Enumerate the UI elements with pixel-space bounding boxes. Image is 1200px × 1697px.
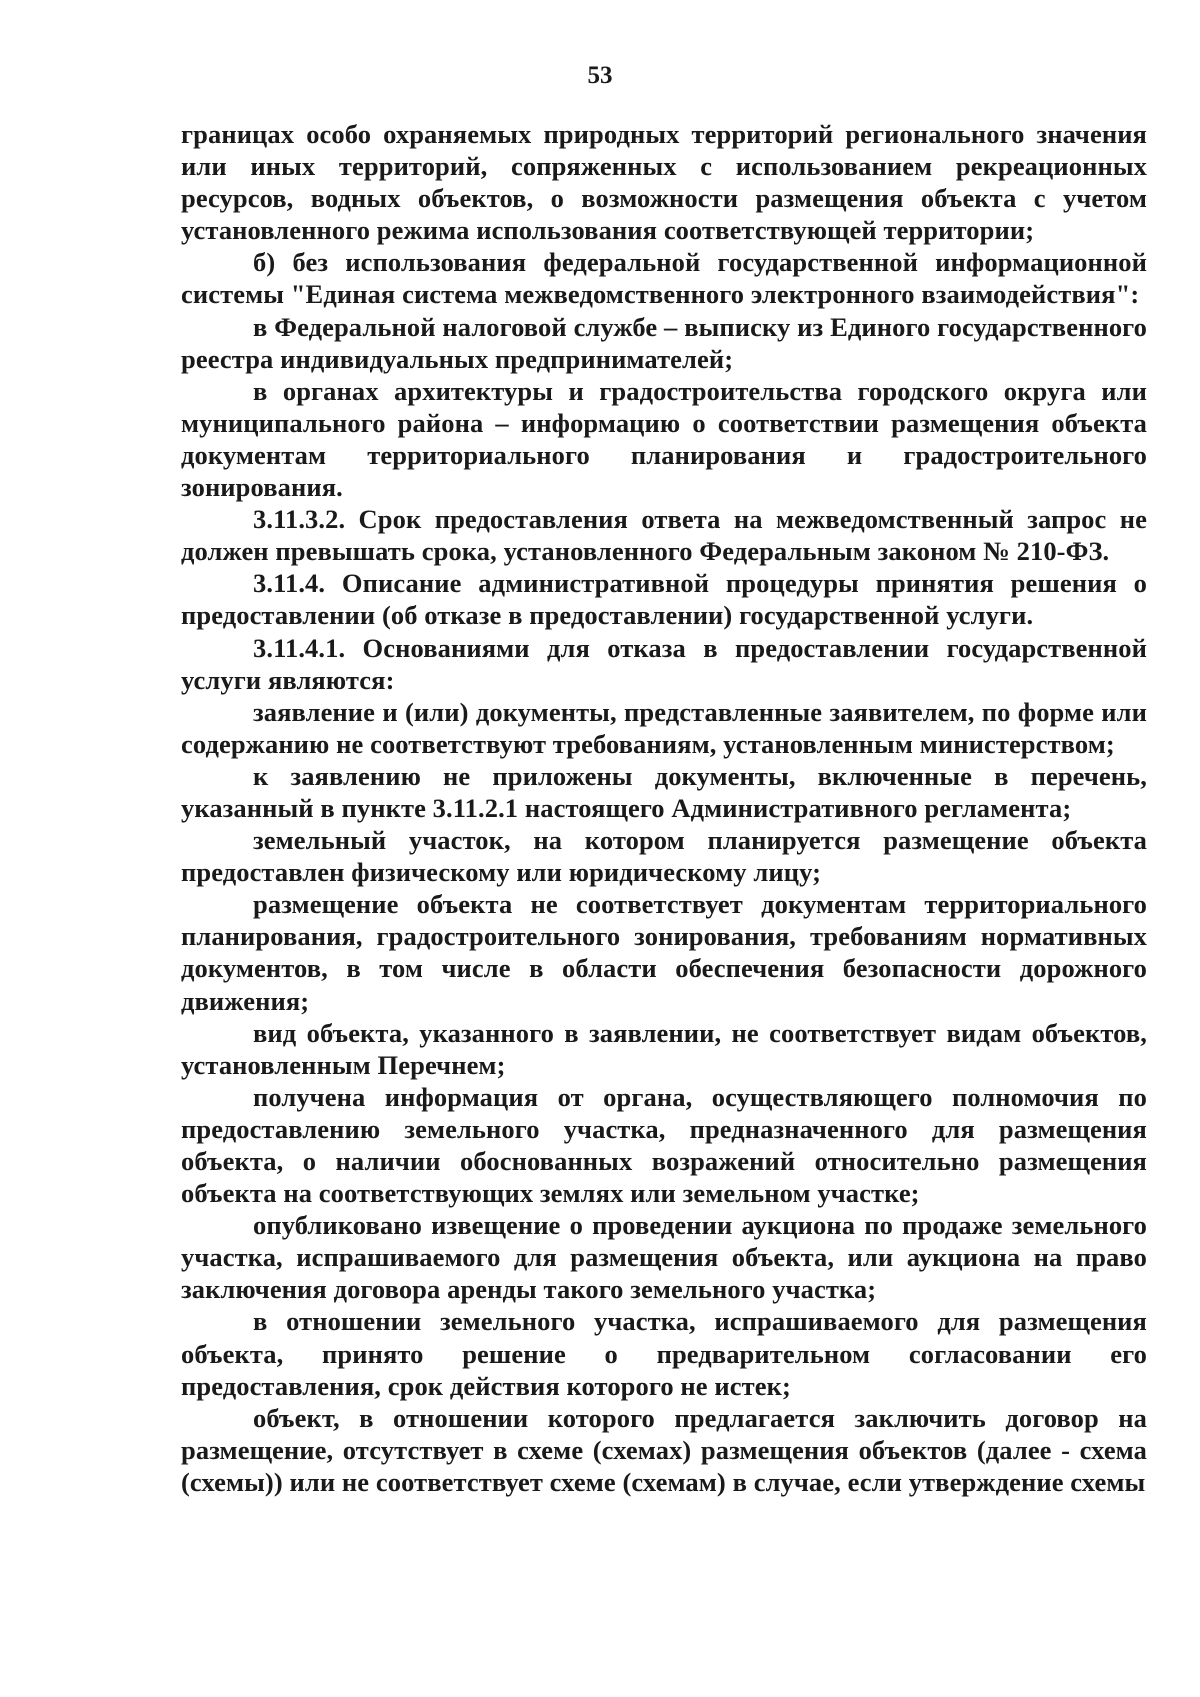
paragraph: 3.11.4. Описание административной процедуры принятия решения о предоставлении (об отказе в предоставлении) государственной услуги. bbox=[181, 568, 1147, 631]
paragraph: вид объекта, указанного в заявлении, не соответствует видам объектов, установленным Перечнем; bbox=[181, 1017, 1147, 1080]
paragraph: объект, в отношении которого предлагается заключить договор на размещение, отсутствует в схеме (схемах) размещения объектов (далее - схема (схемы)) или не соответствует схеме (схемам) в случае, если утверждение схемы bbox=[181, 1402, 1147, 1497]
paragraph: к заявлению не приложены документы, включенные в перечень, указанный в пункте 3.11.2.1 настоящего Административного регламента; bbox=[181, 760, 1147, 823]
paragraph: получена информация от органа, осуществляющего полномочия по предоставлению земельного участка, предназначенного для размещения объекта, о наличии обоснованных возражений относительно размещения объекта на соответствующих землях или земельном участке; bbox=[181, 1081, 1147, 1209]
paragraph: 3.11.4.1. Основаниями для отказа в предоставлении государственной услуги являются: bbox=[181, 632, 1147, 695]
paragraph: 3.11.3.2. Срок предоставления ответа на межведомственный запрос не должен превышать срока, установленного Федеральным законом № 210-ФЗ. bbox=[181, 504, 1147, 567]
document-body bbox=[181, 118, 1147, 1498]
paragraph: земельный участок, на котором планируется размещение объекта предоставлен физическому или юридическому лицу; bbox=[181, 825, 1147, 888]
paragraph: в органах архитектуры и градостроительства городского округа или муниципального района – информацию о соответствии размещения объекта документам территориального планирования и градостроительного зонирования. bbox=[181, 375, 1147, 503]
paragraph: границах особо охраняемых природных территорий регионального значения или иных территорий, сопряженных с использованием рекреационных ресурсов, водных объектов, о возможности размещения объекта с учетом установленного режима использования соответствующей территории; bbox=[181, 119, 1147, 246]
paragraph: в Федеральной налоговой службе – выписку из Единого государственного реестра индивидуальных предпринимателей; bbox=[181, 311, 1147, 374]
paragraph: б) без использования федеральной государственной информационной системы "Единая система межведомственного электронного взаимодействия": bbox=[181, 247, 1147, 310]
paragraph: опубликовано извещение о проведении аукциона по продаже земельного участка, испрашиваемого для размещения объекта, или аукциона на право заключения договора аренды такого земельного участка; bbox=[181, 1210, 1147, 1305]
page-number: 53 bbox=[587, 62, 613, 89]
paragraph: размещение объекта не соответствует документам территориального планирования, градостроительного зонирования, требованиям нормативных документов, в том числе в области обеспечения безопасности дорожного движения; bbox=[181, 889, 1147, 1016]
paragraph: заявление и (или) документы, представленные заявителем, по форме или содержанию не соответствуют требованиям, установленным министерством; bbox=[181, 696, 1147, 759]
paragraph: в отношении земельного участка, испрашиваемого для размещения объекта, принято решение о предварительном согласовании его предоставления, срок действия которого не истек; bbox=[181, 1306, 1147, 1401]
